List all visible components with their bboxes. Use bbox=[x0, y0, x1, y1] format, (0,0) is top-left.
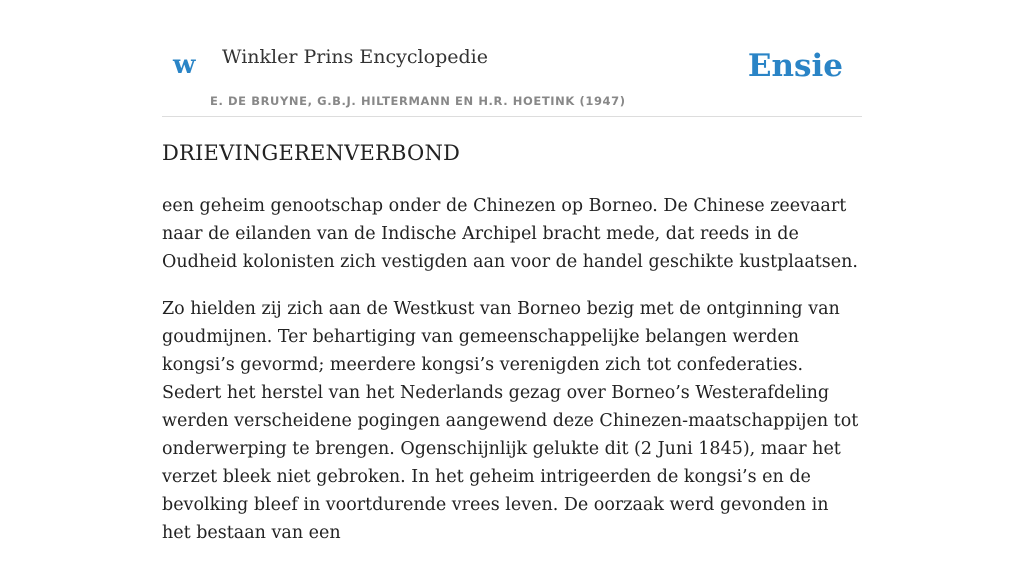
site-subtitle: E. DE BRUYNE, G.B.J. HILTERMANN EN H.R. HOETINK (1947) bbox=[210, 94, 626, 108]
paragraph: Zo hielden zij zich aan de Westkust van Borneo bezig met de ontginning van goudmijnen. Ter behartiging van gemeenschappelijke belangen werden kongsi’s gevormd; meerdere kongsi’s verenigden zich tot confederaties. Sedert het herstel van het Nederlands gezag over Borneo’s Westerafdeling werden verscheidene pogingen aangewend deze Chinezen-maatschappijen tot onderwerping te brengen. Ogenschijnlijk gelukte dit (2 Juni 1845), maar het verzet bleek niet gebroken. In het geheim intrigeerden de kongsi’s en de bevolking bleef in voortdurende vrees leven. De oorzaak werd gevonden in het bestaan van een bbox=[162, 299, 859, 543]
winkler-prins-logo[interactable]: w bbox=[173, 50, 196, 80]
page bbox=[162, 0, 862, 543]
site-header bbox=[162, 0, 862, 117]
ensie-brand-logo[interactable]: Ensie bbox=[747, 48, 843, 84]
entry-content bbox=[162, 192, 862, 566]
site-title[interactable]: Winkler Prins Encyclopedie bbox=[222, 46, 488, 68]
paragraph: een geheim genootschap onder de Chinezen op Borneo. De Chinese zeevaart naar de eilanden van de Indische Archipel bracht mede, dat reeds in de Oudheid kolonisten zich vestigden aan voor de handel geschikte kustplaatsen. bbox=[162, 196, 858, 272]
entry-title: DRIEVINGERENVERBOND bbox=[162, 141, 461, 165]
